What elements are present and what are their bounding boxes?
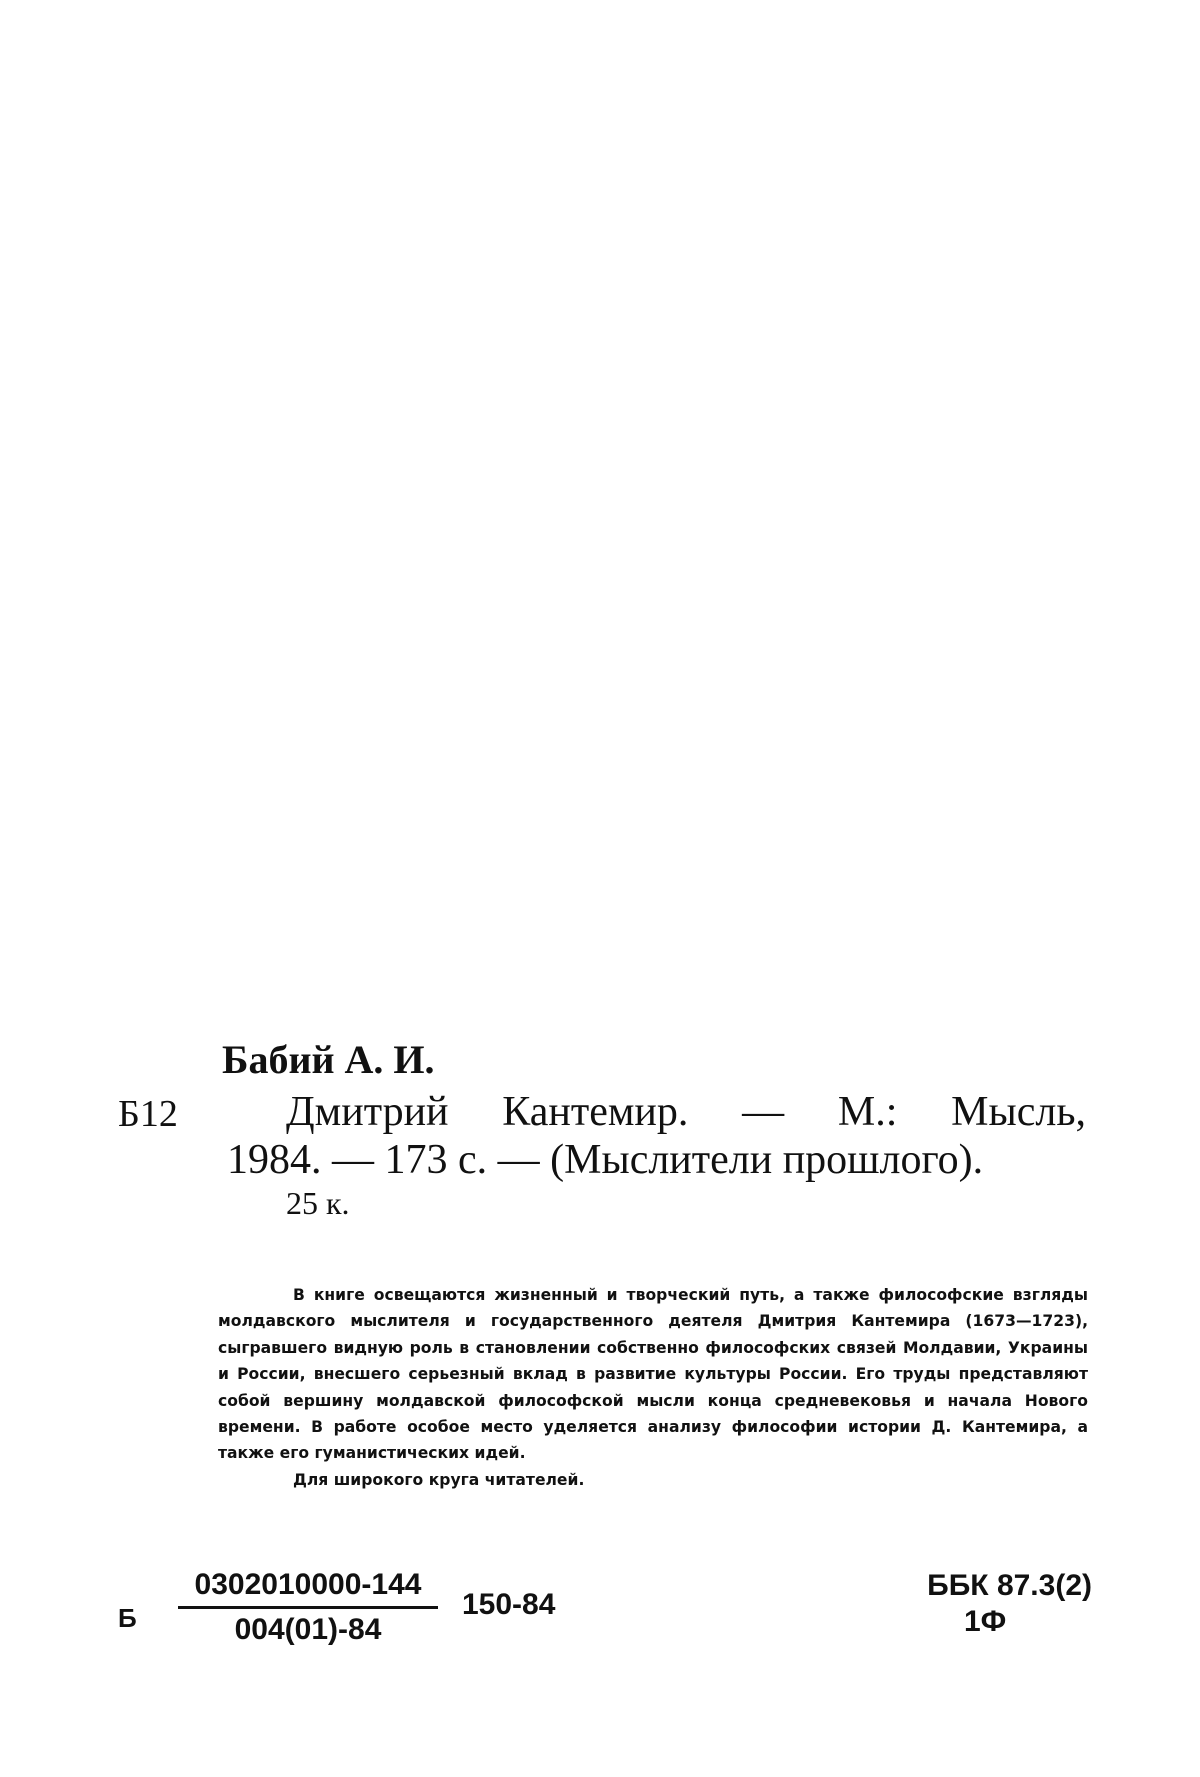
- author-name: Бабий А. И.: [222, 1037, 435, 1082]
- fraction-denominator: 004(01)-84: [234, 1613, 382, 1646]
- annotation: [218, 1282, 1088, 1493]
- fraction-numerator: 0302010000-144: [178, 1568, 438, 1609]
- price: 25 к.: [286, 1185, 350, 1221]
- order-number: 150-84: [462, 1588, 556, 1621]
- bbk-subcode: 1Ф: [964, 1605, 1007, 1638]
- bbk-classification: [872, 1568, 1092, 1640]
- bbk-code: ББК 87.3(2): [927, 1569, 1092, 1602]
- audience-note: Для широкого круга читателей.: [293, 1470, 585, 1489]
- index-fraction: [178, 1568, 438, 1647]
- catalog-code: Б12: [118, 1093, 178, 1135]
- imprint-letter: Б: [118, 1603, 137, 1633]
- annotation-paragraph: В книге освещаются жизненный и творческий путь, а также философские взгляды молдавского мыслителя и государственного деятеля Дмитрия Кантемира (1673—1723), сыгравшего видную роль в становлении собственно философских связей Молдавии, Украины и России, внесшего серьезный вклад в развитие культуры России. Его труды представляют собой вершину молдавской философской мысли конца средневековья и начала Нового времени. В работе особое место уделяется анализу философии истории Д. Кантемира, а также его гуманистических идей.: [218, 1286, 1088, 1463]
- title-line-2: 1984. — 173 с. — (Мыслители прошлого).: [227, 1137, 984, 1183]
- title-line-1: Дмитрий Кантемир. — М.: Мысль,: [286, 1089, 1086, 1135]
